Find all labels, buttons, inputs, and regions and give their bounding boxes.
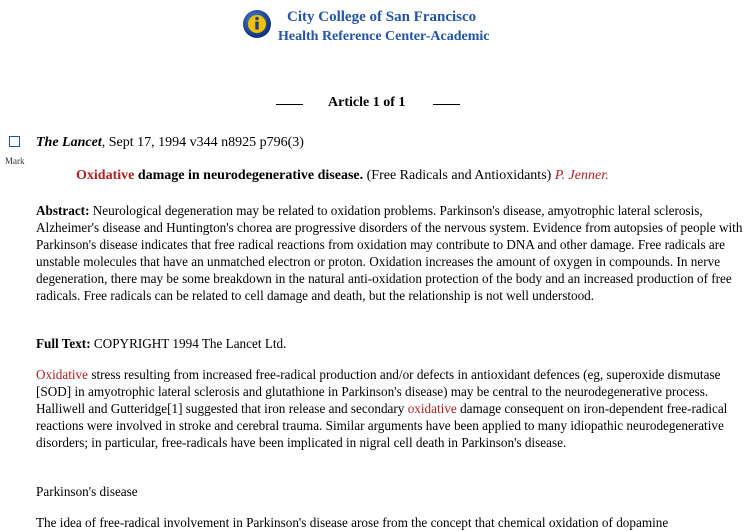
divider-right bbox=[433, 104, 460, 105]
body-paragraph-1 bbox=[36, 366, 746, 451]
abstract-text: Neurological degeneration may be related to oxidation problems. Parkinson's disease, amyotrophic lateral sclerosis, Alzheimer's disease and Huntington's chorea are progressive disorders of the nervous system. Evidence from autopsies of people with Parkinson's disease indicates that free radical reactions from oxidation may contribute to DNA and other damage. Free radicals are unstable molecules that have an unmatched electron or proton. Oxidation increases the amount of oxygen in compounds. In nerve degeneration, there may be some breakdown in the natural anti-oxidation protection of the body and an increased production of free radicals. Free radicals can be related to cell damage and death, but the relationship is not well understood. bbox=[36, 203, 743, 303]
abstract bbox=[36, 202, 746, 304]
citation-details: , Sept 17, 1994 v344 n8925 p796(3) bbox=[101, 135, 304, 150]
journal-name: The Lancet bbox=[36, 135, 102, 150]
body-text-1a: stress resulting from increased free-radical production and/or defects in antioxidant defences (eg, superoxide dismutase [SOD] in amyotrophic lateral sclerosis and glutathione in Parkinson's disease) may be central to the neurodegenerative process. Halliwell and Gutteridge[1] suggested that iron release and secondary bbox=[36, 367, 721, 416]
body-text-1b: damage consequent on iron-dependent free-radical reactions were involved in stroke and cerebral trauma. Similar arguments have been applied to many idiopathic neurodegenerative disorders; in particular, free-radicals have been implicated in nigral cell death in Parkinson's disease. bbox=[36, 401, 728, 450]
reference-center-name: Health Reference Center-Academic bbox=[278, 29, 490, 44]
page-header bbox=[0, 8, 747, 48]
citation bbox=[36, 135, 304, 151]
divider-left bbox=[276, 104, 303, 105]
info-icon bbox=[242, 9, 272, 39]
article-title bbox=[76, 168, 609, 184]
full-text-label: Full Text: bbox=[36, 336, 91, 351]
section-heading: Parkinson's disease bbox=[36, 484, 138, 499]
copyright-text: COPYRIGHT 1994 The Lancet Ltd. bbox=[90, 336, 287, 351]
highlight-oxidative-2: oxidative bbox=[407, 401, 457, 416]
title-subject: (Free Radicals and Antioxidants) bbox=[363, 168, 555, 183]
college-name: City College of San Francisco bbox=[287, 9, 477, 25]
mark-label: Mark bbox=[5, 156, 25, 166]
title-highlight: Oxidative bbox=[76, 168, 135, 183]
author: P. Jenner. bbox=[554, 168, 609, 183]
body-paragraph-2: The idea of free-radical involvement in Parkinson's disease arose from the concept that chemical oxidation of dopamine bbox=[36, 515, 669, 530]
full-text-copyright bbox=[36, 335, 746, 352]
article-count: Article 1 of 1 bbox=[328, 95, 406, 110]
article-navigation bbox=[0, 95, 747, 113]
highlight-oxidative-1: Oxidative bbox=[36, 367, 89, 382]
title-text: damage in neurodegenerative disease. bbox=[134, 168, 364, 183]
abstract-label: Abstract: bbox=[36, 203, 90, 218]
mark-checkbox[interactable] bbox=[9, 136, 20, 147]
